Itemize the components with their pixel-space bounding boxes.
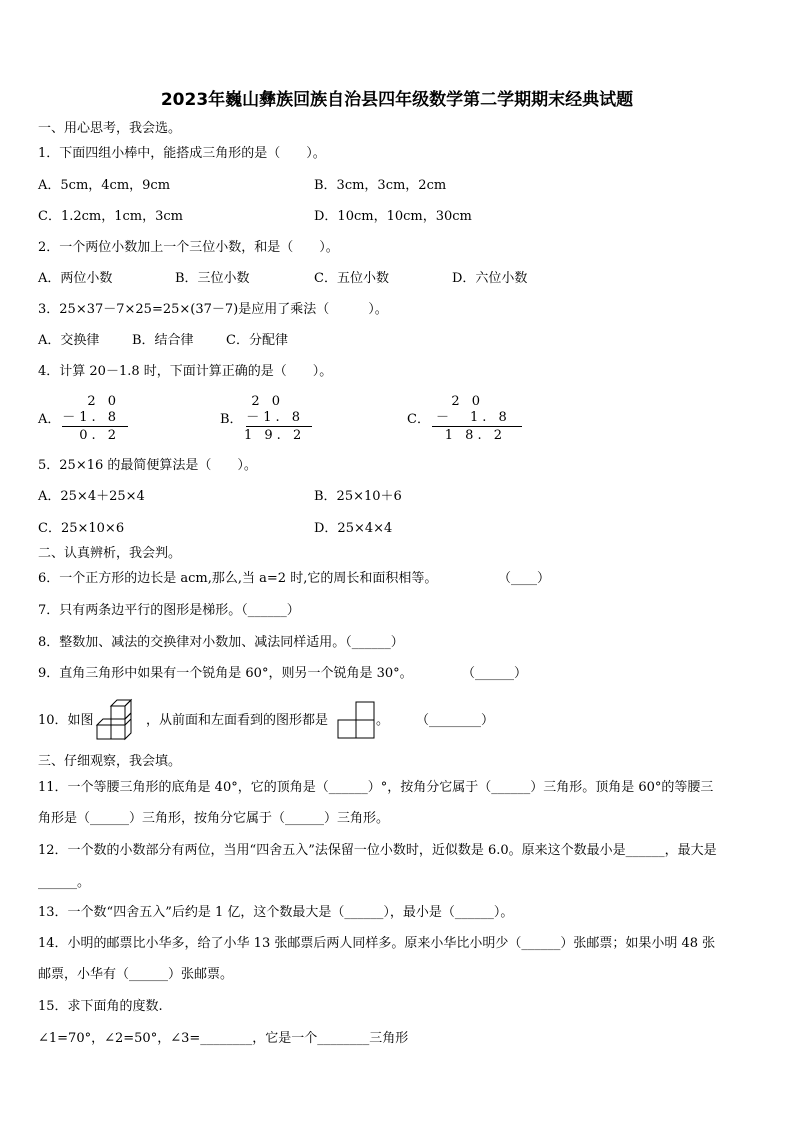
q4-c-minuend: 2 0 (451, 394, 484, 409)
section-1-heading: 一、用心思考，我会选。 (38, 121, 182, 136)
q4-option-b-label: B． (220, 412, 243, 427)
question-8: 8．整数加、减法的交换律对小数加、减法同样适用。（______） (38, 635, 404, 650)
q4-a-subtrahend: －1. 8 (62, 410, 120, 425)
q1-option-a: A．5cm，4cm，9cm (38, 178, 171, 193)
q4-b-line (246, 426, 312, 427)
q4-c-result: 1 8. 2 (444, 428, 506, 443)
q10-answer-blank[interactable]: （________） (416, 713, 495, 728)
q4-a-line (62, 426, 128, 427)
q1-option-d: D．10cm，10cm，30cm (314, 209, 472, 224)
question-10-text: ，从前面和左面看到的图形都是 (146, 713, 329, 728)
question-2: 2．一个两位小数加上一个三位小数，和是（ ）。 (38, 240, 339, 255)
front-left-view-figure (336, 700, 376, 740)
q3-option-b: B．结合律 (132, 333, 194, 348)
q3-option-c: C．分配律 (226, 333, 288, 348)
q4-c-line (432, 426, 522, 427)
q1-option-c: C．1.2cm，1cm，3cm (38, 209, 183, 224)
q3-option-a: A．交换律 (38, 333, 100, 348)
page-title: 2023年巍山彝族回族自治县四年级数学第二学期期末经典试题 (160, 90, 634, 110)
question-4: 4．计算 20－1.8 时，下面计算正确的是（ ）。 (38, 364, 333, 379)
question-6: 6．一个正方形的边长是 acm,那么,当 a=2 时,它的周长和面积相等。 (38, 571, 438, 586)
q2-option-a: A．两位小数 (38, 271, 113, 286)
section-2-heading: 二、认真辨析，我会判。 (38, 546, 182, 561)
question-12-line-2: ______。 (38, 875, 91, 890)
q4-b-minuend: 2 0 (251, 394, 284, 409)
q1-option-b: B．3cm，3cm，2cm (314, 178, 447, 193)
question-10-suffix: 。 (376, 713, 390, 728)
q6-answer-blank[interactable]: （____） (498, 571, 551, 586)
question-13: 13．一个数“四舍五入”后约是 1 亿，这个数最大是（______），最小是（______）。 (38, 905, 514, 920)
question-14-line-2: 邮票，小华有（______）张邮票。 (38, 967, 234, 982)
cube-stack-figure (93, 696, 143, 744)
question-5: 5．25×16 的最简便算法是（ ）。 (38, 458, 257, 473)
question-9: 9．直角三角形中如果有一个锐角是 60°，则另一个锐角是 30°。 (38, 666, 413, 681)
question-15-answer-line: ∠1=70°，∠2=50°，∠3=________，它是一个________三角形 (38, 1031, 409, 1046)
section-3-heading: 三、仔细观察，我会填。 (38, 754, 182, 769)
q2-option-d: D．六位小数 (452, 271, 528, 286)
q2-option-c: C．五位小数 (314, 271, 389, 286)
q4-c-subtrahend: － 1. 8 (436, 410, 511, 425)
question-15: 15．求下面角的度数. (38, 999, 163, 1014)
q5-option-c: C．25×10×6 (38, 521, 125, 536)
q4-b-result: 1 9. 2 (244, 428, 306, 443)
question-1: 1．下面四组小棒中，能搭成三角形的是（ ）。 (38, 146, 326, 161)
question-11-line-1: 11．一个等腰三角形的底角是 40°，它的顶角是（______）°，按角分它属于（______）三角形。顶角是 60°的等腰三 (38, 780, 714, 795)
question-14-line-1: 14．小明的邮票比小华多，给了小华 13 张邮票后两人同样多。原来小华比小明少（______）张邮票；如果小明 48 张 (38, 936, 716, 951)
q2-option-b: B．三位小数 (175, 271, 250, 286)
question-11-line-2: 角形是（______）三角形，按角分它属于（______）三角形。 (38, 811, 390, 826)
question-10-prefix: 10．如图 (38, 713, 94, 728)
q9-answer-blank[interactable]: （______） (462, 666, 528, 681)
q5-option-d: D．25×4×4 (314, 521, 393, 536)
q4-b-subtrahend: －1. 8 (246, 410, 304, 425)
q4-option-a-label: A． (38, 412, 61, 427)
q5-option-a: A．25×4＋25×4 (38, 489, 145, 504)
question-12-line-1: 12．一个数的小数部分有两位，当用“四舍五入”法保留一位小数时，近似数是 6.0。原来这个数最小是______，最大是 (38, 843, 717, 858)
question-3: 3．25×37－7×25=25×(37－7)是应用了乘法（ ）。 (38, 302, 388, 317)
q4-a-minuend: 2 0 (87, 394, 120, 409)
q5-option-b: B．25×10＋6 (314, 489, 402, 504)
q4-option-c-label: C． (407, 412, 430, 427)
question-7: 7．只有两条边平行的图形是梯形。（______） (38, 603, 300, 618)
q4-a-result: 0. 2 (79, 428, 120, 443)
